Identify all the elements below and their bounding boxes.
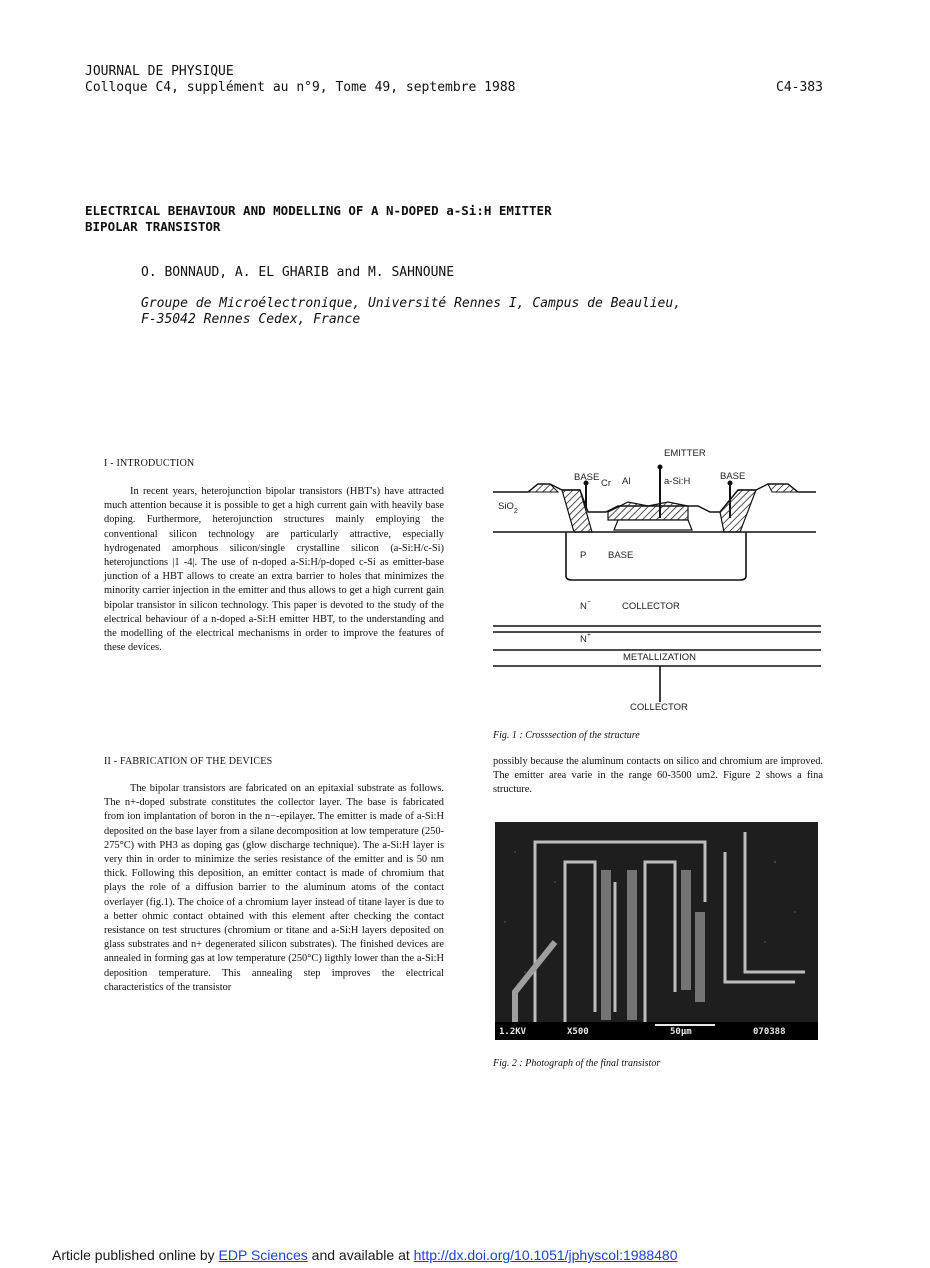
label-n-plus: N+	[580, 632, 591, 645]
paper-title-line-2: BIPOLAR TRANSISTOR	[85, 219, 221, 234]
figure-1-crosssection-diagram	[488, 440, 823, 720]
label-sio2: SiO$_2$	[498, 501, 518, 515]
label-base-region: BASE	[608, 550, 634, 561]
label-collector-layer: COLLECTOR	[622, 601, 680, 612]
asih-layer	[614, 520, 692, 530]
footer-prefix: Article published online by	[52, 1247, 219, 1263]
overlay-id: 070388	[753, 1027, 786, 1037]
label-base-right: BASE	[720, 471, 746, 482]
label-collector: COLLECTOR	[630, 702, 688, 713]
overlay-scale: 50μm	[670, 1027, 692, 1037]
footer-publication-note	[52, 1247, 678, 1263]
overlay-voltage: 1.2KV	[499, 1027, 527, 1037]
authors: O. BONNAUD, A. EL GHARIB and M. SAHNOUNE	[141, 265, 455, 280]
section-heading-introduction: I - INTRODUCTION	[104, 458, 195, 469]
page-number: C4-383	[776, 80, 823, 95]
label-cr: Cr	[601, 478, 612, 489]
transistor-sem-image	[495, 822, 818, 1040]
label-metallization: METALLIZATION	[623, 652, 697, 663]
introduction-paragraph: In recent years, heterojunction bipolar transistors (HBT's) have attracted much attention because it is possible to get a high current gain with heavily base doping. Furthermore, heterojunction structures mainly employing the conventional silicon technology are particularly attractive, especially hydrogenated amorphous silicon/single crystalline silicon (a-Si:H/c-Si) heterojunctions |1 -4|. The use of n-doped a-Si:H/p-doped c-Si as emitter-base junction of a HBT allows to create an extra barrier to holes that minimizes the minority carrier injection in the emitter and thus allows to get a high current gain bipolar transistor in silicon technology. This paper is devoted to the study of the electrical behaviour of a n-doped a-Si:H emitter HBT, to the understanding and the modelling of the electrical mechanisms in order to improve the features of these devices.	[104, 486, 444, 654]
label-n-minus: N−	[580, 599, 591, 612]
fabrication-paragraph: The bipolar transistors are fabricated on an epitaxial substrate as follows. The n+-doped substrate constitutes the collector layer. The base is fabricated from ion implantation of boron in the n−-epilayer. The emitter is made of a-Si:H deposited on the base layer from a silane decomposition at low temperature (250-275°C) with PH3 as doping gas (glow discharge technique). The a-Si:H layer is very thin in order to minimize the series resistance of the emitter and is 50 nm thick. Following this deposition, an emitter contact is made of chromium that plays the role of a diffusion barrier to the aluminum atoms of the contact overlayer (fig.1). The choice of a chromium layer instead of titane layer is due to a better ohmic contact obtained with this element after checking the contact resistance on test structures (chromium or titane and a-Si:H layers deposited on glass substrates and n+ degenerated silicon substrates). The finished devices are annealed in forming gas at low temperature (250°C) ligthly lower than the a-Si:H deposition temperature. This annealing step improves the electrical characteristics of the transistor	[104, 783, 444, 993]
footer-publisher-link[interactable]: EDP Sciences	[218, 1247, 308, 1263]
right-column-paragraph: possibly because the aluminum contacts on silico and chromium are improved. The emitter area varie in the range 60-3500 um2. Figure 2 shows a fina structure.	[493, 756, 823, 796]
colloque-line: Colloque C4, supplément au n°9, Tome 49, septembre 1988	[85, 80, 516, 95]
label-al: Al	[622, 476, 631, 487]
section-heading-fabrication: II - FABRICATION OF THE DEVICES	[104, 756, 273, 767]
figure-1-caption: Fig. 1 : Crosssection of the structure	[493, 730, 640, 741]
overlay-magnification: X500	[567, 1027, 589, 1037]
figure-2-photograph	[495, 822, 818, 1040]
p-base-well	[566, 532, 746, 580]
emitter-contact-metal	[608, 502, 688, 520]
label-p: P	[580, 550, 587, 561]
label-emitter: EMITTER	[664, 448, 706, 459]
base-right-metal	[720, 490, 756, 532]
affiliation-line-1: Groupe de Microélectronique, Université Rennes I, Campus de Beaulieu,	[141, 296, 682, 311]
label-base-left: BASE	[574, 472, 600, 483]
footer-middle: and available at	[307, 1247, 414, 1263]
figure-2-caption: Fig. 2 : Photograph of the final transistor	[493, 1058, 661, 1069]
label-asih: a-Si:H	[664, 476, 691, 487]
paper-title-line-1: ELECTRICAL BEHAVIOUR AND MODELLING OF A N-DOPED a-Si:H EMITTER	[85, 203, 552, 218]
journal-name: JOURNAL DE PHYSIQUE	[85, 64, 234, 79]
affiliation-line-2: F-35042 Rennes Cedex, France	[141, 312, 361, 327]
footer-doi-link[interactable]: http://dx.doi.org/10.1051/jphyscol:1988480	[413, 1247, 678, 1263]
